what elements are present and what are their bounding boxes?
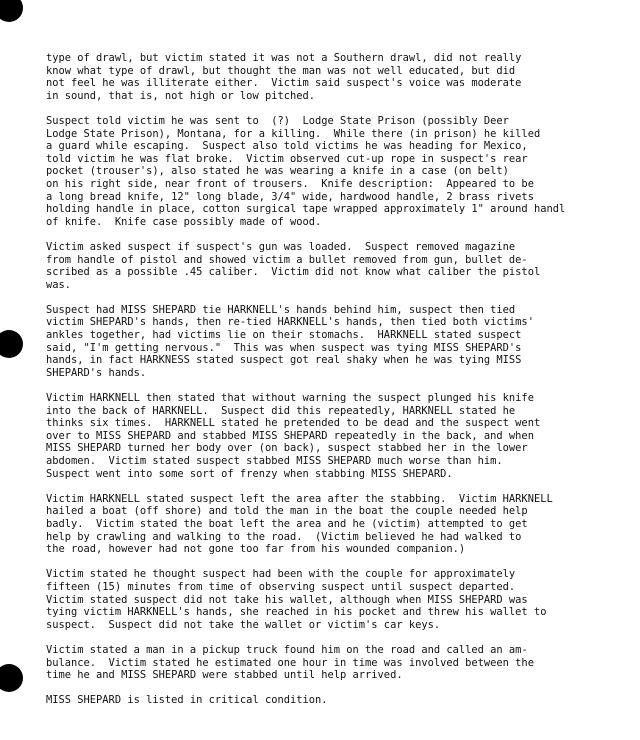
- text-line: Victim asked suspect if suspect's gun was loaded. Suspect removed magazine: [46, 240, 516, 253]
- paragraph: [46, 644, 640, 682]
- text-line: bulance. Victim stated he estimated one hour in time was involved between the: [46, 656, 534, 669]
- text-line: holding handle in place, cotton surgical tape wrapped approximately 1" around handl: [46, 203, 566, 216]
- text-line: Suspect had MISS SHEPARD tie HARKNELL's hands behind him, suspect then tied: [46, 303, 516, 316]
- text-line: ankles together, had victims lie on their stomachs. HARKNELL stated suspect: [46, 329, 522, 342]
- text-line: Suspect went into some sort of frenzy when stabbing MISS SHEPARD.: [46, 467, 453, 480]
- text-line: hailed a boat (off shore) and told the man in the boat the couple needed help: [46, 505, 528, 518]
- text-line: a long bread knife, 12" long blade, 3/4" wide, hardwood handle, 2 brass rivets: [46, 190, 534, 203]
- text-line: Victim HARKNELL stated suspect left the area after the stabbing. Victim HARKNELL: [46, 492, 553, 505]
- text-line: Victim stated he thought suspect had been with the couple for approximately: [46, 568, 516, 581]
- text-line: know what type of drawl, but thought the man was not well educated, but did: [46, 64, 516, 77]
- text-line: was.: [46, 278, 72, 291]
- text-line: not feel he was illiterate either. Victim said suspect's voice was moderate: [46, 77, 522, 90]
- text-line: said, "I'm getting nervous." This was when suspect was tying MISS SHEPARD's: [46, 341, 522, 354]
- document-body: [46, 52, 640, 719]
- paragraph: [46, 115, 640, 228]
- text-line: of knife. Knife case possibly made of wood.: [46, 215, 322, 228]
- text-line: into the back of HARKNELL. Suspect did this repeatedly, HARKNELL stated he: [46, 404, 516, 417]
- text-line: victim SHEPARD's hands, then re-tied HARKNELL's hands, then tied both victims': [46, 316, 534, 329]
- text-line: MISS SHEPARD turned her body over (on back), suspect stabbed her in the lower: [46, 442, 528, 455]
- text-line: suspect. Suspect did not take the wallet or victim's car keys.: [46, 618, 441, 631]
- text-line: help by crawling and walking to the road. (Victim believed he had walked to: [46, 530, 522, 543]
- paragraph: [46, 392, 640, 480]
- paragraph: [46, 52, 640, 102]
- text-line: Victim stated a man in a pickup truck found him on the road and called an am-: [46, 643, 528, 656]
- text-line: pocket (trouser's), also stated he was wearing a knife in a case (on belt): [46, 165, 509, 178]
- text-line: fifteen (15) minutes from time of observing suspect until suspect departed.: [46, 580, 516, 593]
- text-line: type of drawl, but victim stated it was not a Southern drawl, did not really: [46, 52, 522, 64]
- text-line: told victim he was flat broke. Victim observed cut-up rope in suspect's rear: [46, 152, 528, 165]
- punch-hole: [0, 0, 23, 22]
- paragraph: [46, 493, 640, 556]
- paragraph: [46, 241, 640, 291]
- text-line: abdomen. Victim stated suspect stabbed MISS SHEPARD much worse than him.: [46, 455, 503, 467]
- text-line: MISS SHEPARD is listed in critical condition.: [46, 694, 328, 707]
- text-line: thinks six times. HARKNELL stated he pretended to be dead and the suspect went: [46, 417, 541, 430]
- text-line: time he and MISS SHEPARD were stabbed until help arrived.: [46, 669, 403, 682]
- text-line: tying victim HARKNELL's hands, she reached in his pocket and threw his wallet to: [46, 606, 547, 619]
- text-line: over to MISS SHEPARD and stabbed MISS SHEPARD repeatedly in the back, and when: [46, 429, 534, 442]
- text-line: Victim HARKNELL then stated that without warning the suspect plunged his knife: [46, 392, 534, 405]
- text-line: badly. Victim stated the boat left the area and he (victim) attempted to get: [46, 517, 528, 530]
- text-line: hands, in fact HARKNESS stated suspect got real shaky when he was tying MISS: [46, 354, 522, 367]
- paragraph: [46, 568, 640, 631]
- text-line: scribed as a possible .45 caliber. Victim did not know what caliber the pistol: [46, 266, 541, 279]
- text-line: Suspect told victim he was sent to (?) Lodge State Prison (possibly Deer: [46, 114, 509, 127]
- text-line: Victim stated suspect did not take his wallet, although when MISS SHEPARD was: [46, 593, 528, 606]
- punch-hole: [0, 664, 23, 692]
- text-line: a guard while escaping. Suspect also told victims he was heading for Mexico,: [46, 140, 528, 153]
- text-line: from handle of pistol and showed victim a bullet removed from gun, bullet de-: [46, 253, 528, 266]
- punch-hole: [0, 330, 23, 358]
- paragraph: [46, 694, 640, 707]
- paragraph: [46, 304, 640, 380]
- text-line: in sound, that is, not high or low pitched.: [46, 89, 315, 102]
- text-line: on his right side, near front of trousers. Knife description: Appeared to be: [46, 177, 534, 190]
- text-line: SHEPARD's hands.: [46, 366, 147, 379]
- text-line: Lodge State Prison), Montana, for a killing. While there (in prison) he killed: [46, 127, 541, 140]
- text-line: the road, however had not gone too far from his wounded companion.): [46, 543, 466, 556]
